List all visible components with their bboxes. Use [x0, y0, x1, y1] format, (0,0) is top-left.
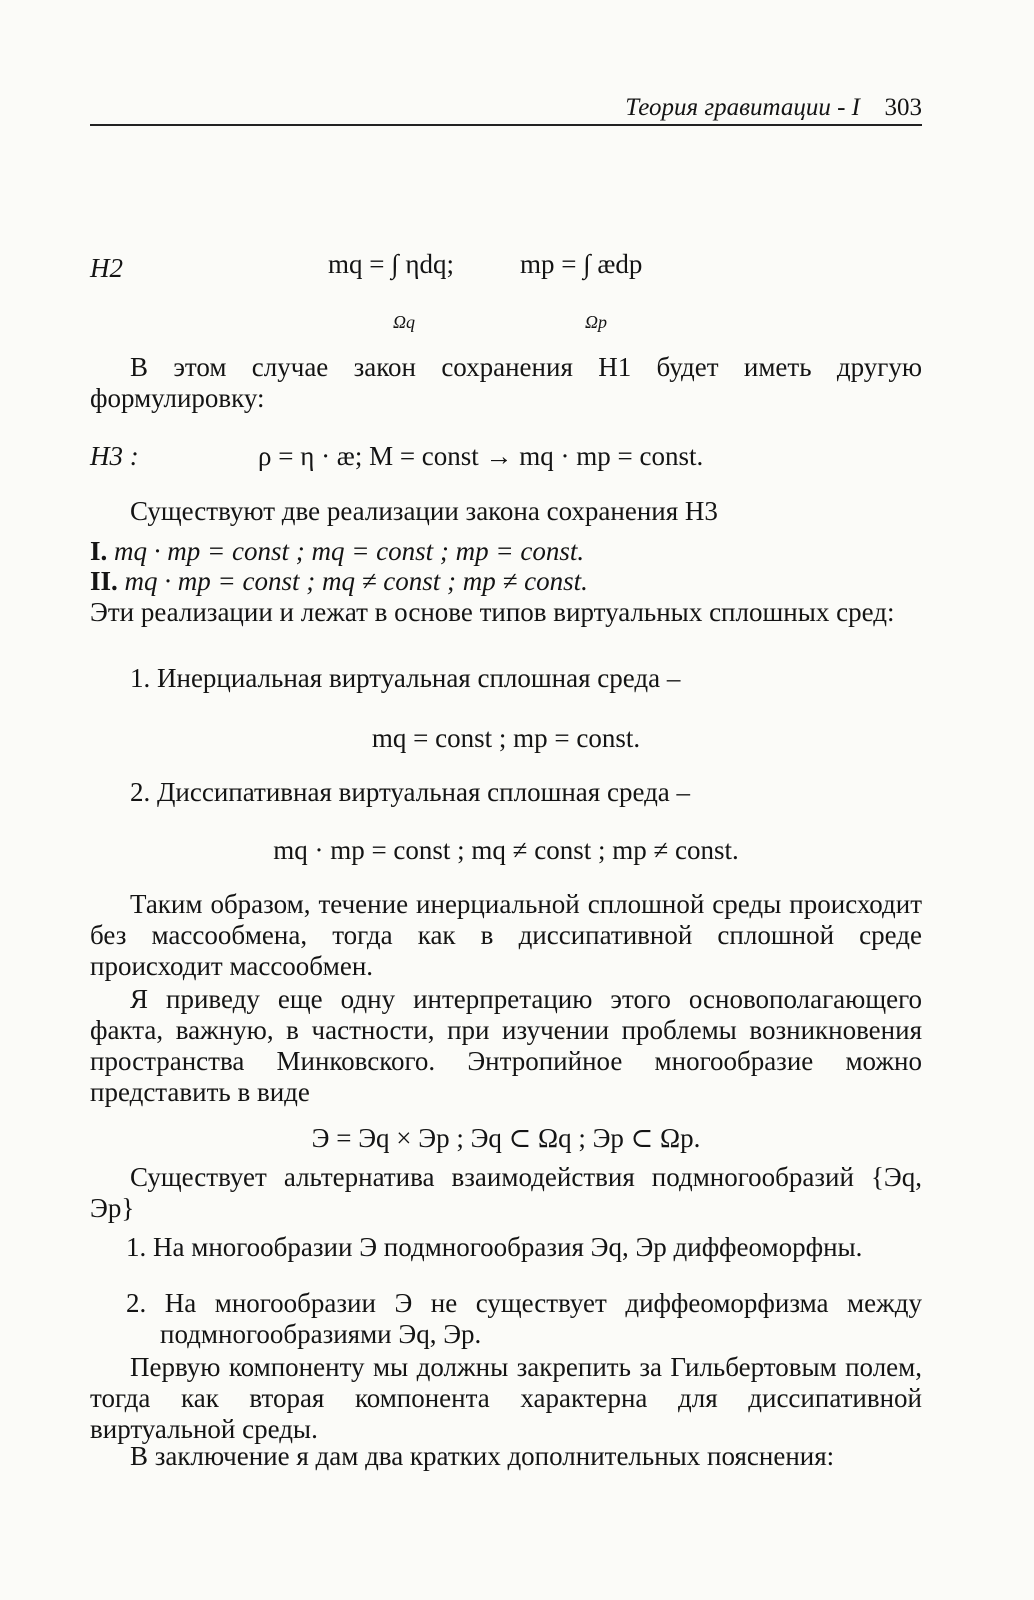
list-item-2: 2. Диссипативная виртуальная сплошная среда – [130, 777, 691, 807]
running-title: Теория гравитации - I [625, 94, 860, 121]
formula-dissipative: mq · mp = const ; mq ≠ const ; mp ≠ const. [273, 835, 739, 865]
integral-limit-q: Ωq [393, 312, 416, 332]
list-item-4: 2. На многообразии Э не существует диффеоморфизма между подмногообразиями Эq, Эp. [126, 1288, 922, 1349]
paragraph-7: Первую компоненту мы должны закрепить за Гильбертовым полем, тогда как вторая компонента характерна для диссипативной виртуальной среды. [90, 1352, 922, 1444]
paragraph-3: Эти реализации и лежат в основе типов виртуальных сплошных сред: [90, 597, 895, 627]
book-page [90, 0, 922, 1600]
formula-entropy: Э = Эq × Эp ; Эq ⊂ Ωq ; Эp ⊂ Ωp. [311, 1123, 701, 1153]
realization-1-num: I. [90, 536, 108, 566]
paragraph-2: Существуют две реализации закона сохранения H3 [130, 496, 718, 526]
paragraph-4: Таким образом, течение инерциальной сплошной среды происходит без массообмена, тогда как в диссипативной сплошной среде происходит массообмен. [90, 889, 922, 981]
realization-2-text: mq · mp = const ; mq ≠ const ; mp ≠ const. [124, 566, 588, 596]
paragraph-1: В этом случае закон сохранения H1 будет иметь другую формулировку: [90, 352, 922, 413]
formula-mp: mp = ∫ ædp [520, 249, 643, 279]
header-rule [90, 124, 922, 126]
running-header [90, 94, 922, 128]
h3-formula: ρ = η · æ; M = const → mq · mp = const. [258, 441, 704, 471]
realization-2 [90, 565, 922, 597]
h2-label: H2 [90, 253, 123, 283]
page-number: 303 [884, 94, 922, 121]
paragraph-8: В заключение я дам два кратких дополнительных пояснения: [130, 1441, 835, 1471]
paragraph-6: Существует альтернатива взаимодействия подмногообразий {Эq, Эp} [90, 1162, 922, 1223]
paragraph-5: Я приведу еще одну интерпретацию этого основополагающего факта, важную, в частности, при изучении проблемы возникновения пространства Минковского. Энтропийное многообразие можно представить в виде [90, 984, 922, 1107]
realization-1-text: mq · mp = const ; mq = const ; mp = const. [114, 536, 585, 566]
list-item-3: 1. На многообразии Э подмногообразия Эq, Эp диффеоморфны. [126, 1232, 863, 1262]
integral-limit-p: Ωp [585, 312, 608, 332]
realization-2-num: II. [90, 566, 118, 596]
formula-mq: mq = ∫ ηdq; [328, 249, 454, 279]
list-item-1: 1. Инерциальная виртуальная сплошная среда – [130, 663, 681, 693]
formula-inertial: mq = const ; mp = const. [371, 723, 641, 753]
realization-1 [90, 535, 922, 567]
h3-label: H3 : [90, 441, 139, 471]
